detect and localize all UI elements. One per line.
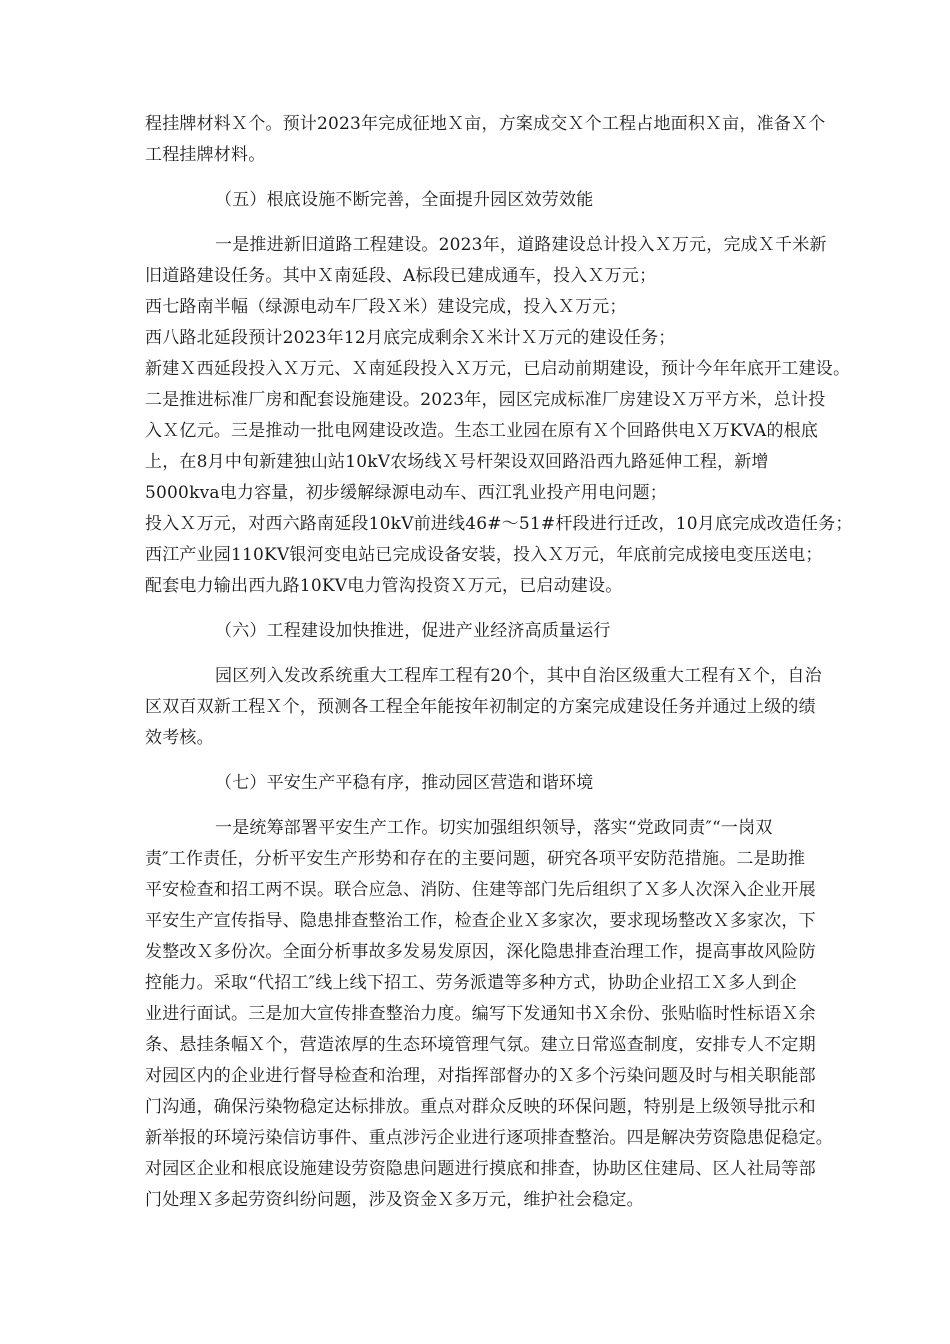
text-line: 二是推进标准厂房和配套设施建设。2023年，园区完成标准厂房建设Ｘ万平方米，总计投 [145, 390, 826, 410]
text-line: 业进行面试。三是加大宣传排查整治力度。编写下发通知书Ｘ余份、张贴临时性标语Ｘ余 [145, 1004, 816, 1024]
text-line: 新举报的环境污染信访事件、重点涉污企业进行逐项排查整治。四是解决劳资隐患促稳定。 [145, 1128, 833, 1148]
text-line: 区双百双新工程Ｘ个，预测各工程全年能按年初制定的方案完成建设任务并通过上级的绩 [145, 697, 816, 717]
text-line: 西八路北延段预计2023年12月底完成剩余Ｘ米计Ｘ万元的建设任务； [145, 328, 676, 348]
text-line: 条、悬挂条幅Ｘ个，营造浓厚的生态环境管理气氛。建立日常巡查制度，安排专人不定期 [145, 1035, 816, 1055]
text-line: 平安检查和招工两不误。联合应急、消防、住建等部门先后组织了Ｘ多人次深入企业开展 [145, 880, 816, 900]
text-line: 旧道路建设任务。其中Ｘ南延段、A标段已建成通车，投入Ｘ万元； [145, 266, 657, 286]
text-line: 门沟通，确保污染物稳定达标排放。重点对群众反映的环保问题，特别是上级领导批示和 [145, 1097, 816, 1117]
text-line: 工程挂牌材料。 [145, 145, 266, 165]
text-line: 新建Ｘ西延段投入Ｘ万元、Ｘ南延段投入Ｘ万元，已启动前期建设，预计今年年底开工建设。 [145, 359, 851, 379]
text-line: 平安生产宣传指导、隐患排查整治工作，检查企业Ｘ多家次，要求现场整改Ｘ多家次，下 [145, 911, 816, 931]
text-line: 对园区企业和根底设施建设劳资隐患问题进行摸底和排查，协助区住建局、区人社局等部 [145, 1159, 816, 1179]
section-heading: （六）工程建设加快推进，促进产业经济高质量运行 [215, 621, 611, 641]
text-line: 效考核。 [145, 728, 214, 748]
text-line: 一是推进新旧道路工程建设。2023年，道路建设总计投入Ｘ万元，完成Ｘ千米新 [215, 235, 827, 255]
section-heading: （七）平安生产平稳有序，推动园区营造和谐环境 [215, 773, 594, 793]
text-line: 西七路南半幅（绿源电动车厂段Ｘ米）建设完成，投入Ｘ万元； [145, 297, 627, 317]
text-line: 程挂牌材料Ｘ个。预计2023年完成征地Ｘ亩，方案成交Ｘ个工程占地面积Ｘ亩，准备Ｘ个 [145, 114, 826, 134]
text-line: 配套电力输出西九路10KV电力管沟投资Ｘ万元，已启动建设。 [145, 576, 623, 596]
text-line: 投入Ｘ万元，对西六路南延段10kV前进线46#～51#杆段进行迁改，10月底完成改造任务； [145, 514, 853, 534]
text-line: 上，在8月中旬新建独山站10kV农场线Ｘ号杆架设双回路沿西九路延伸工程，新增 [145, 452, 769, 472]
text-line: 对园区内的企业进行督导检查和治理，对指挥部督办的Ｘ多个污染问题及时与相关职能部 [145, 1066, 816, 1086]
text-line: 入Ｘ亿元。三是推动一批电网建设改造。生态工业园在原有Ｘ个回路供电Ｘ万KVA的根底 [145, 421, 819, 441]
text-line: 园区列入发改系统重大工程库工程有20个，其中自治区级重大工程有Ｘ个，自治 [215, 666, 822, 686]
text-line: 一是统筹部署平安生产工作。切实加强组织领导，落实“党政同责″“一岗双 [215, 818, 773, 838]
text-line: 西江产业园110KV银河变电站已完成设备安装，投入Ｘ万元，年底前完成接电变压送电； [145, 545, 823, 565]
text-line: 发整改Ｘ多份次。全面分析事故多发易发原因，深化隐患排查治理工作，提高事故风险防 [145, 942, 816, 962]
section-heading: （五）根底设施不断完善，全面提升园区效劳效能 [215, 190, 594, 210]
text-line: 控能力。采取“代招工″线上线下招工、劳务派遣等多种方式，协助企业招工Ｘ多人到企 [145, 973, 797, 993]
text-line: 责″工作责任，分析平安生产形势和存在的主要问题，研究各项平安防范措施。二是助推 [145, 849, 806, 869]
text-line: 5000kva电力容量，初步缓解绿源电动车、西江乳业投产用电问题； [145, 483, 667, 503]
text-line: 门处理Ｘ多起劳资纠纷问题，涉及资金Ｘ多万元，维护社会稳定。 [145, 1190, 644, 1210]
